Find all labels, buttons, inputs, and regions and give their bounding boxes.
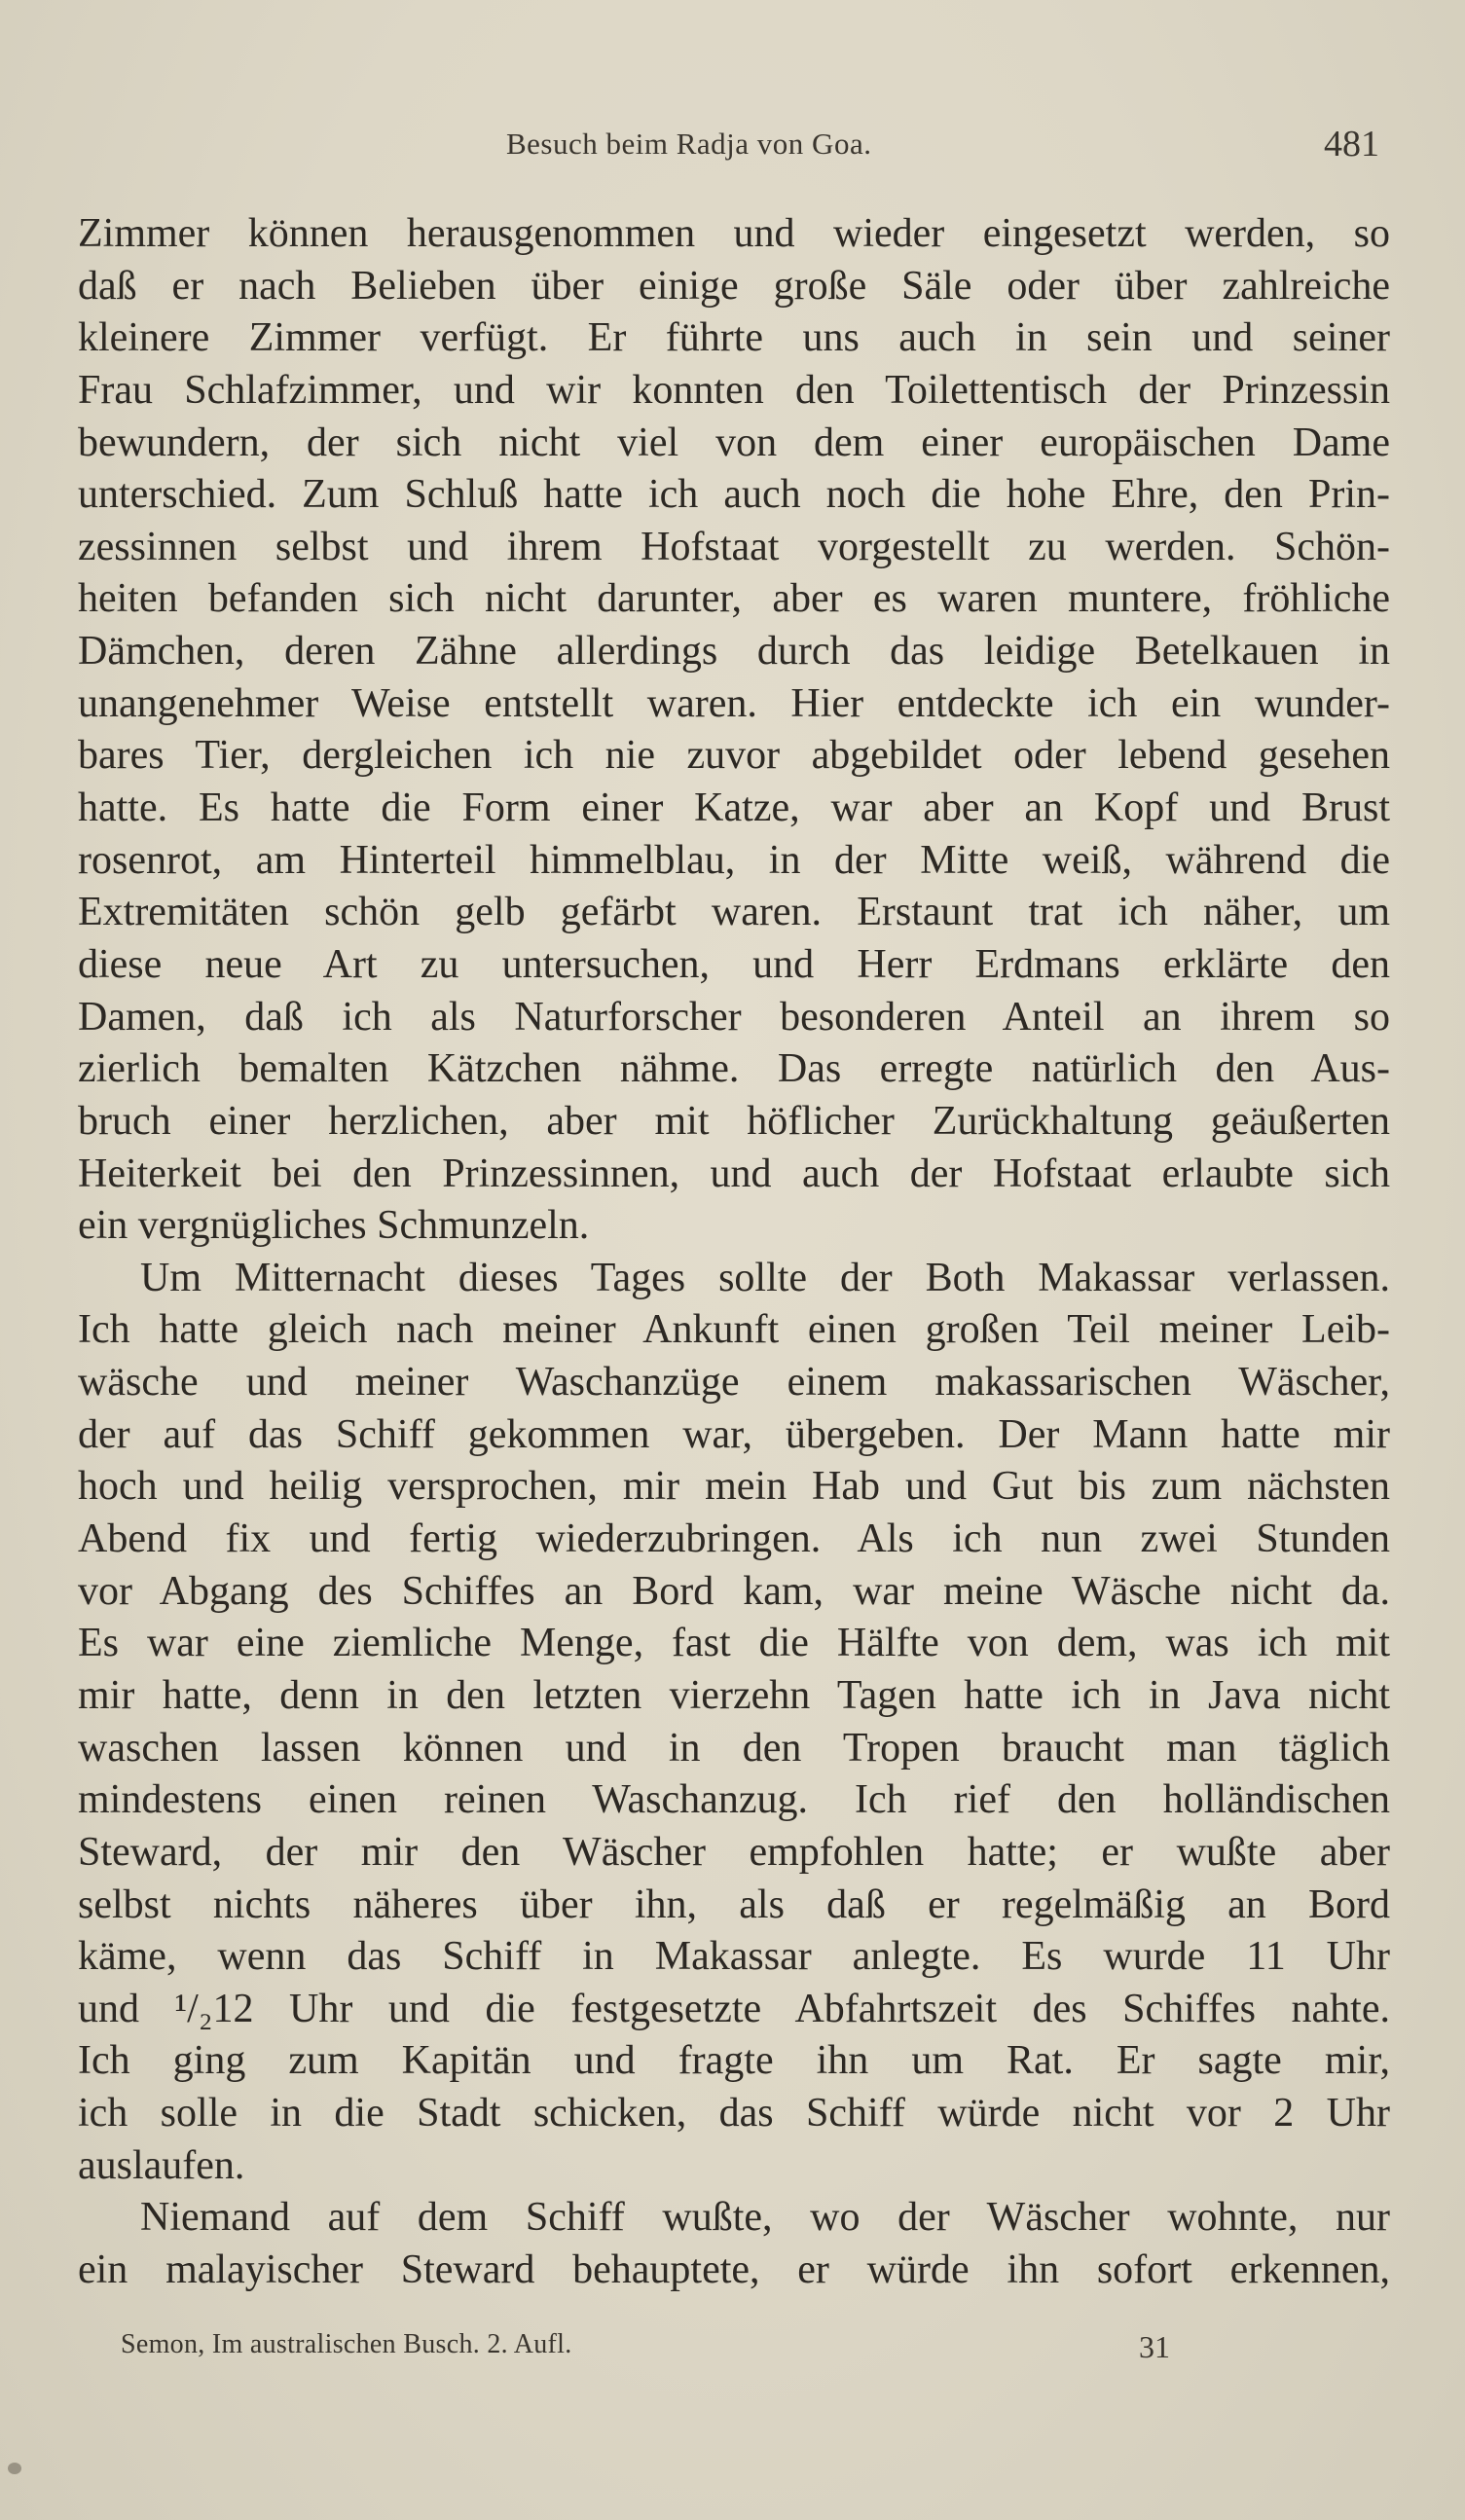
text-line: käme, wenn das Schiff in Makassar anlegte. Es wurde 11 Uhr	[78, 1934, 1390, 1980]
text-line: heiten befanden sich nicht darunter, aber es waren muntere, fröhliche	[78, 576, 1390, 622]
text-line: der auf das Schiff gekommen war, übergeben. Der Mann hatte mir	[78, 1411, 1390, 1457]
text-line: Steward, der mir den Wäscher empfohlen hatte; er wußte aber	[78, 1829, 1390, 1875]
text-line: Frau Schlafzimmer, und wir konnten den Toilettentisch der Prinzessin	[78, 367, 1390, 413]
printer-signature: Semon, Im australischen Busch. 2. Aufl.	[121, 2329, 572, 2359]
text-line: Niemand auf dem Schiff wußte, wo der Wäscher wohnte, nur	[140, 2195, 1390, 2241]
text-line: Um Mitternacht dieses Tages sollte der Both Makassar verlassen.	[140, 1255, 1390, 1300]
page-number: 481	[1324, 124, 1379, 164]
text-line: bruch einer herzlichen, aber mit höflicher Zurückhaltung geäußerten	[78, 1098, 1390, 1144]
text-line: Heiterkeit bei den Prinzessinnen, und auch der Hofstaat erlaubte sich	[78, 1150, 1390, 1196]
paragraph-3	[78, 2192, 1390, 2296]
text-line: Zimmer können herausgenommen und wieder eingesetzt werden, so	[78, 211, 1390, 256]
text-line: bares Tier, dergleichen ich nie zuvor abgebildet oder lebend gesehen	[78, 733, 1390, 779]
running-head	[0, 124, 1465, 165]
sheet-number: 31	[1139, 2329, 1170, 2364]
running-title: Besuch beim Radja von Goa.	[506, 127, 872, 161]
text-line: ich solle in die Stadt schicken, das Schiff würde nicht vor 2 Uhr	[78, 2091, 1390, 2137]
text-line: Damen, daß ich als Naturforscher besonderen Anteil an ihrem so	[78, 994, 1390, 1040]
text-line: ein malayischer Steward behauptete, er würde ihn sofort erkennen,	[78, 2246, 1390, 2292]
text-line: kleinere Zimmer verfügt. Er führte uns auch in sein und seiner	[78, 315, 1390, 361]
text-line: zessinnen selbst und ihrem Hofstaat vorgestellt zu werden. Schön-	[78, 524, 1390, 569]
text-line: vor Abgang des Schiffes an Bord kam, war meine Wäsche nicht da.	[78, 1568, 1390, 1614]
text-line: diese neue Art zu untersuchen, und Herr Erdmans erklärte den	[78, 941, 1390, 987]
text-line: Es war eine ziemliche Menge, fast die Hälfte von dem, was ich mit	[78, 1621, 1390, 1666]
text-line: wäsche und meiner Waschanzüge einem makassarischen Wäscher,	[78, 1360, 1390, 1406]
paragraph-2	[78, 1253, 1390, 2193]
text-line: daß er nach Belieben über einige große Säle oder über zahlreiche	[78, 263, 1390, 309]
text-line: Ich ging zum Kapitän und fragte ihn um Rat. Er sagte mir,	[78, 2038, 1390, 2084]
text-line: hoch und heilig versprochen, mir mein Hab und Gut bis zum nächsten	[78, 1464, 1390, 1510]
text-line: und ¹/₂12 Uhr und die festgesetzte Abfahrtszeit des Schiffes nahte.	[78, 1986, 1390, 2031]
text-line: Abend fix und fertig wiederzubringen. Als ich nun zwei Stunden	[78, 1516, 1390, 1562]
text-line: selbst nichts näheres über ihn, als daß er regelmäßig an Bord	[78, 1881, 1390, 1927]
text-line: rosenrot, am Hinterteil himmelblau, in der Mitte weiß, während die	[78, 837, 1390, 883]
text-line: zierlich bemalten Kätzchen nähme. Das erregte natürlich den Aus-	[78, 1046, 1390, 1092]
text-line: unangenehmer Weise entstellt waren. Hier entdeckte ich ein wunder-	[78, 680, 1390, 726]
text-line: Extremitäten schön gelb gefärbt waren. Erstaunt trat ich näher, um	[78, 890, 1390, 935]
text-line: waschen lassen können und in den Tropen braucht man täglich	[78, 1725, 1390, 1771]
text-line: auslaufen.	[78, 2142, 245, 2188]
page-footer	[0, 2329, 1465, 2368]
text-line: unterschied. Zum Schluß hatte ich auch noch die hohe Ehre, den Prin-	[78, 472, 1390, 518]
text-line: ein vergnügliches Schmunzeln.	[78, 1203, 590, 1249]
text-line: bewundern, der sich nicht viel von dem einer europäischen Dame	[78, 420, 1390, 465]
text-line: Ich hatte gleich nach meiner Ankunft einen großen Teil meiner Leib-	[78, 1307, 1390, 1353]
paragraph-1	[78, 208, 1390, 1253]
body-text	[78, 208, 1390, 2297]
ink-smudge	[8, 2463, 21, 2474]
text-line: mindestens einen reinen Waschanzug. Ich rief den holländischen	[78, 1777, 1390, 1823]
text-line: hatte. Es hatte die Form einer Katze, war aber an Kopf und Brust	[78, 785, 1390, 831]
text-line: mir hatte, denn in den letzten vierzehn Tagen hatte ich in Java nicht	[78, 1672, 1390, 1718]
text-line: Dämchen, deren Zähne allerdings durch das leidige Betelkauen in	[78, 629, 1390, 675]
